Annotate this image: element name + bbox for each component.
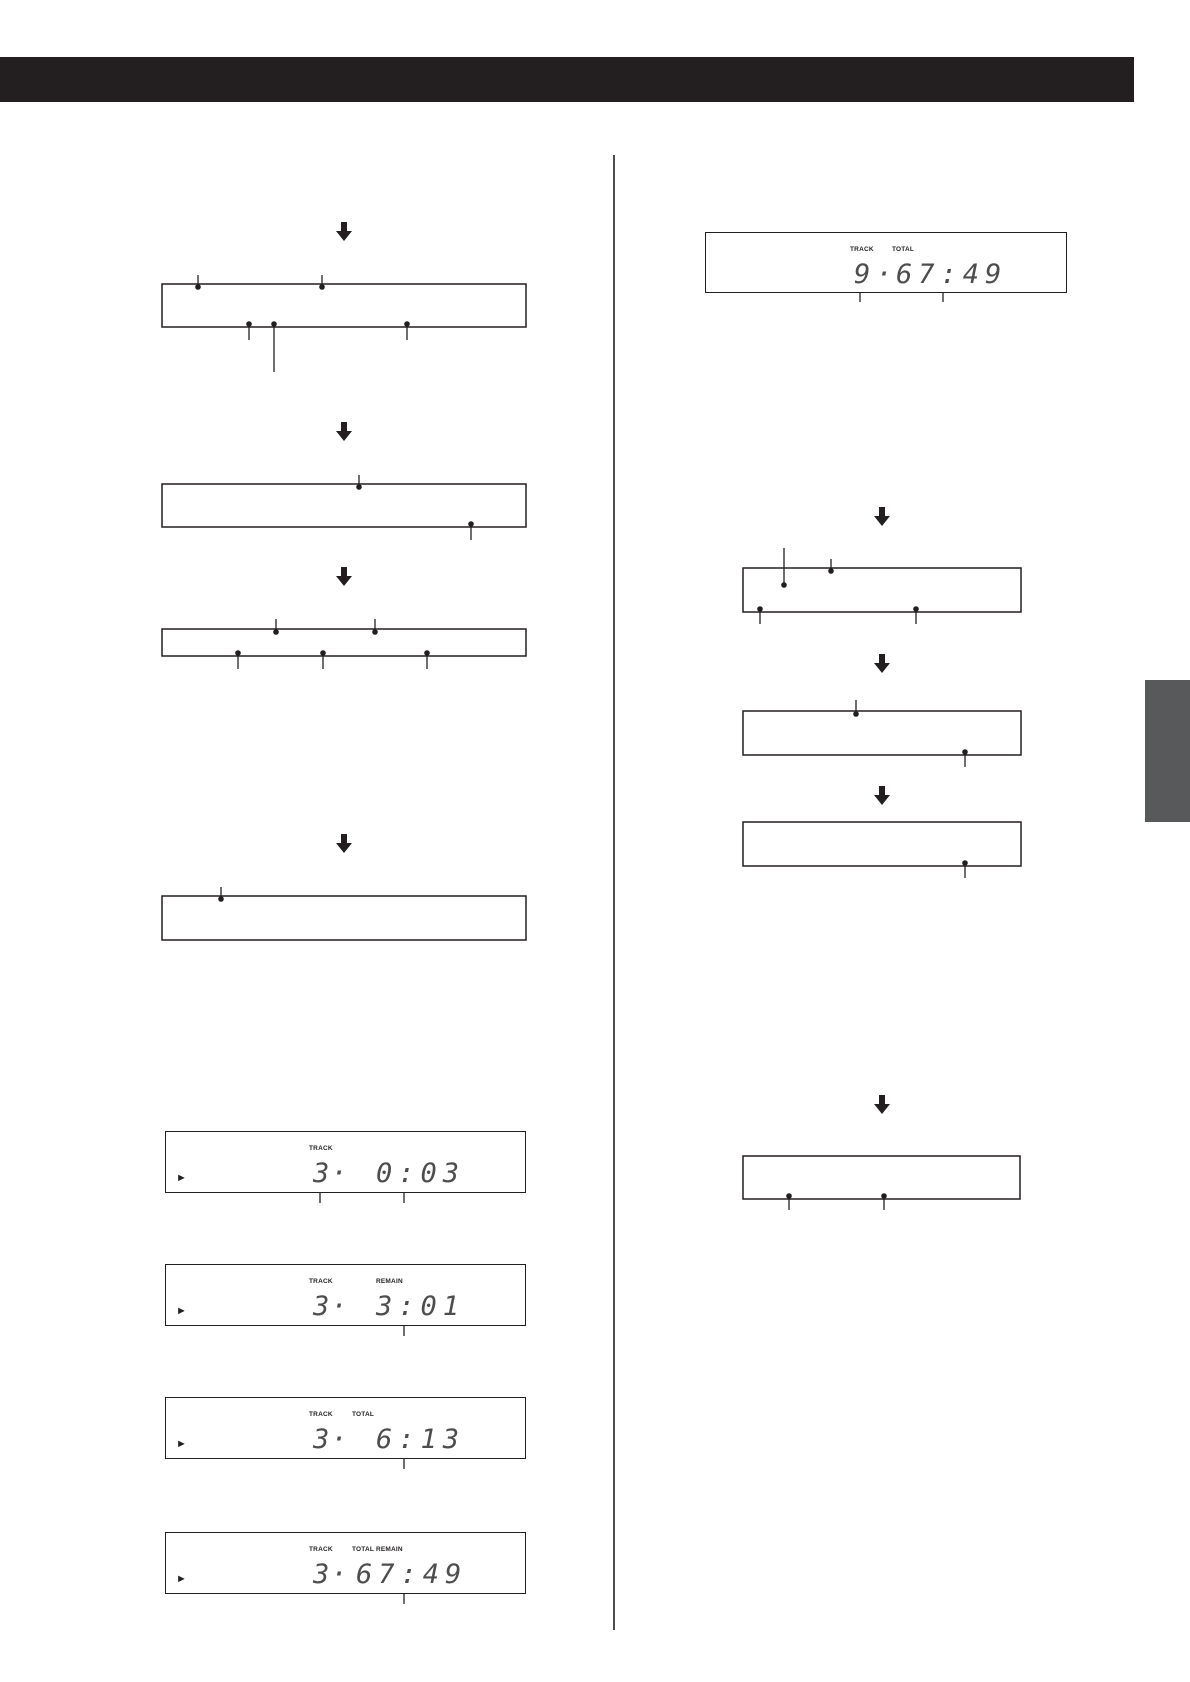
display-outline <box>162 896 526 940</box>
callout-pointer-icon <box>372 629 378 635</box>
lcd-total-elapsed-display <box>165 1397 526 1459</box>
down-arrow-icon <box>874 507 890 526</box>
track-number-readout: 3 <box>313 1291 336 1322</box>
down-arrow-icon <box>336 222 352 241</box>
callout-pointer-icon <box>424 650 430 656</box>
mode-indicator: TOTAL <box>352 1411 375 1418</box>
down-arrow-icon <box>874 654 890 673</box>
track-number-readout: 3 <box>313 1158 336 1189</box>
display-outline <box>743 711 1021 755</box>
callout-pointer-icon <box>853 711 859 717</box>
dot-separator: · <box>876 259 899 290</box>
dot-separator: · <box>331 1424 354 1455</box>
mode-indicator: REMAIN <box>376 1278 403 1285</box>
callout-pointer-icon <box>218 896 224 902</box>
track-indicator: TRACK <box>309 1546 333 1553</box>
callout-pointer-icon <box>404 321 410 327</box>
callout-pointer-icon <box>881 1193 887 1199</box>
time-readout: 0:03 <box>376 1158 466 1189</box>
lcd-elapsed-display <box>165 1131 526 1193</box>
display-outline <box>743 568 1021 612</box>
total-indicator: TOTAL <box>892 246 915 253</box>
callout-pointer-icon <box>356 484 362 490</box>
track-number-readout: 9 <box>854 259 877 290</box>
down-arrow-icon <box>874 1095 890 1114</box>
display-outline <box>162 284 526 327</box>
track-indicator: TRACK <box>309 1411 333 1418</box>
callout-pointer-icon <box>786 1193 792 1199</box>
time-readout: 67:49 <box>896 259 1008 290</box>
lcd-remain-display <box>165 1264 526 1326</box>
callout-pointer-icon <box>828 568 834 574</box>
play-icon: ► <box>176 1172 187 1184</box>
lcd-total-display <box>705 232 1067 293</box>
callout-pointer-icon <box>246 321 252 327</box>
dot-separator: · <box>331 1291 354 1322</box>
display-outline <box>162 484 526 527</box>
track-number-readout: 3 <box>313 1559 336 1590</box>
play-icon: ► <box>176 1573 187 1585</box>
down-arrow-icon <box>336 834 352 853</box>
callout-pointer-icon <box>468 521 474 527</box>
mode-indicator: TOTAL REMAIN <box>352 1546 403 1553</box>
track-indicator: TRACK <box>309 1145 333 1152</box>
play-icon: ► <box>176 1305 187 1317</box>
callout-pointer-icon <box>235 650 241 656</box>
dot-separator: · <box>331 1158 354 1189</box>
callout-pointer-icon <box>195 284 201 290</box>
time-readout: 67:49 <box>356 1559 468 1590</box>
play-icon: ► <box>176 1438 187 1450</box>
dot-separator: · <box>331 1559 354 1590</box>
track-number-readout: 3 <box>313 1424 336 1455</box>
track-indicator: TRACK <box>850 246 874 253</box>
callout-pointer-icon <box>319 284 325 290</box>
callout-pointer-icon <box>271 321 277 327</box>
display-outline <box>743 1156 1020 1199</box>
time-readout: 3:01 <box>376 1291 466 1322</box>
down-arrow-icon <box>336 567 352 586</box>
lcd-total-remain-display <box>165 1532 526 1594</box>
callout-pointer-icon <box>273 629 279 635</box>
display-outline <box>162 629 526 656</box>
callout-pointer-icon <box>757 606 763 612</box>
track-indicator: TRACK <box>309 1278 333 1285</box>
down-arrow-icon <box>874 786 890 805</box>
time-readout: 6:13 <box>376 1424 466 1455</box>
down-arrow-icon <box>336 422 352 441</box>
callout-pointer-icon <box>913 606 919 612</box>
callout-pointer-icon <box>962 749 968 755</box>
callout-pointer-icon <box>781 582 787 588</box>
callout-pointer-icon <box>962 860 968 866</box>
callout-pointer-icon <box>320 650 326 656</box>
display-outline <box>743 822 1021 866</box>
